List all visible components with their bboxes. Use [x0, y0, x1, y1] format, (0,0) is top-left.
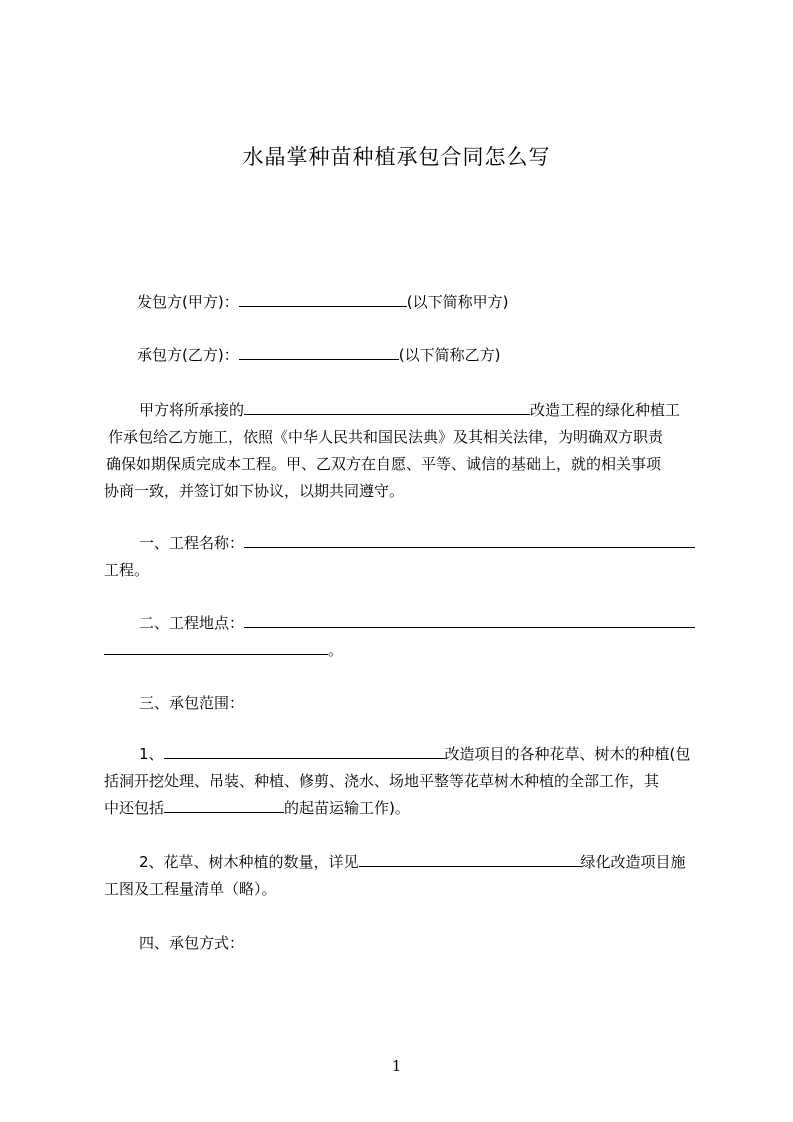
section-3-item-1-line-3-lead: 中还包括 — [104, 799, 165, 817]
preamble-line-2: 作承包给乙方施工，依照《中华人民共和国民法典》及其相关法律，为明确双方职责 — [108, 428, 664, 446]
section-2-blank-1 — [244, 610, 375, 628]
section-3-item-1-blank — [164, 741, 445, 759]
preamble-line-4: 协商一致，并签订如下协议，以期共同遵守。 — [104, 482, 405, 500]
preamble-line-1 — [139, 397, 680, 423]
party-a-label: 发包方(甲方)： — [137, 293, 239, 311]
section-3-item-2-lead: 2、花草、树木种植的数量，详见 — [139, 853, 359, 871]
section-1-line — [139, 530, 695, 556]
section-1-tail: 工程。 — [104, 561, 150, 579]
preamble-blank-1 — [244, 397, 348, 415]
section-1-blank-1 — [244, 530, 375, 548]
preamble-line-3: 确保如期保质完成本工程。甲、乙双方在自愿、平等、诚信的基础上，就的相关事项 — [106, 455, 662, 473]
preamble-line-1-tail: 改造工程的绿化种植工 — [530, 401, 681, 419]
party-a-blank — [239, 289, 407, 307]
party-a-line — [137, 289, 508, 315]
section-3-item-2-blank — [359, 849, 581, 867]
party-a-suffix: (以下简称甲方) — [406, 293, 509, 311]
party-b-blank — [239, 342, 399, 360]
section-3-item-1-line-2: 括洞开挖处理、吊装、种植、修剪、浇水、场地平整等花草树木种植的全部工作，其 — [104, 772, 660, 790]
page-number: 1 — [391, 1057, 402, 1075]
section-2-line-2 — [104, 637, 343, 663]
section-3-item-1-line-3-tail: 的起苗运输工作)。 — [284, 799, 410, 817]
section-2-blank-4 — [104, 637, 328, 655]
preamble-blank-2 — [348, 397, 530, 415]
section-2-tail: 。 — [328, 641, 344, 659]
section-3-item-1-line-1 — [139, 741, 690, 767]
section-2-blank-2 — [375, 610, 653, 628]
section-3-item-2-line-1 — [139, 849, 686, 875]
section-3-heading: 三、承包范围： — [139, 694, 245, 712]
section-3-item-2-tail: 绿化改造项目施 — [580, 853, 686, 871]
section-2-line — [139, 610, 695, 636]
document-title: 水晶掌种苗种植承包合同怎么写 — [242, 145, 551, 169]
preamble-lead: 甲方将所承接的 — [139, 401, 245, 419]
section-3-item-1-blank-2 — [164, 795, 284, 813]
section-4-heading: 四、承包方式： — [139, 934, 245, 952]
section-1-label: 一、工程名称： — [139, 534, 245, 552]
party-b-label: 承包方(乙方)： — [137, 346, 239, 364]
section-2-blank-3 — [653, 610, 695, 628]
section-2-label: 二、工程地点： — [139, 614, 245, 632]
section-3-item-1-lead: 1、 — [139, 745, 164, 763]
party-b-suffix: (以下简称乙方) — [398, 346, 501, 364]
section-3-item-1-tail: 改造项目的各种花草、树木的种植(包 — [444, 745, 691, 763]
section-1-blank-2 — [375, 530, 653, 548]
section-3-item-1-line-3 — [104, 795, 410, 821]
section-1-blank-3 — [653, 530, 695, 548]
section-3-item-2-line-2: 工图及工程量清单（略）。 — [104, 880, 277, 898]
party-b-line — [137, 342, 500, 368]
